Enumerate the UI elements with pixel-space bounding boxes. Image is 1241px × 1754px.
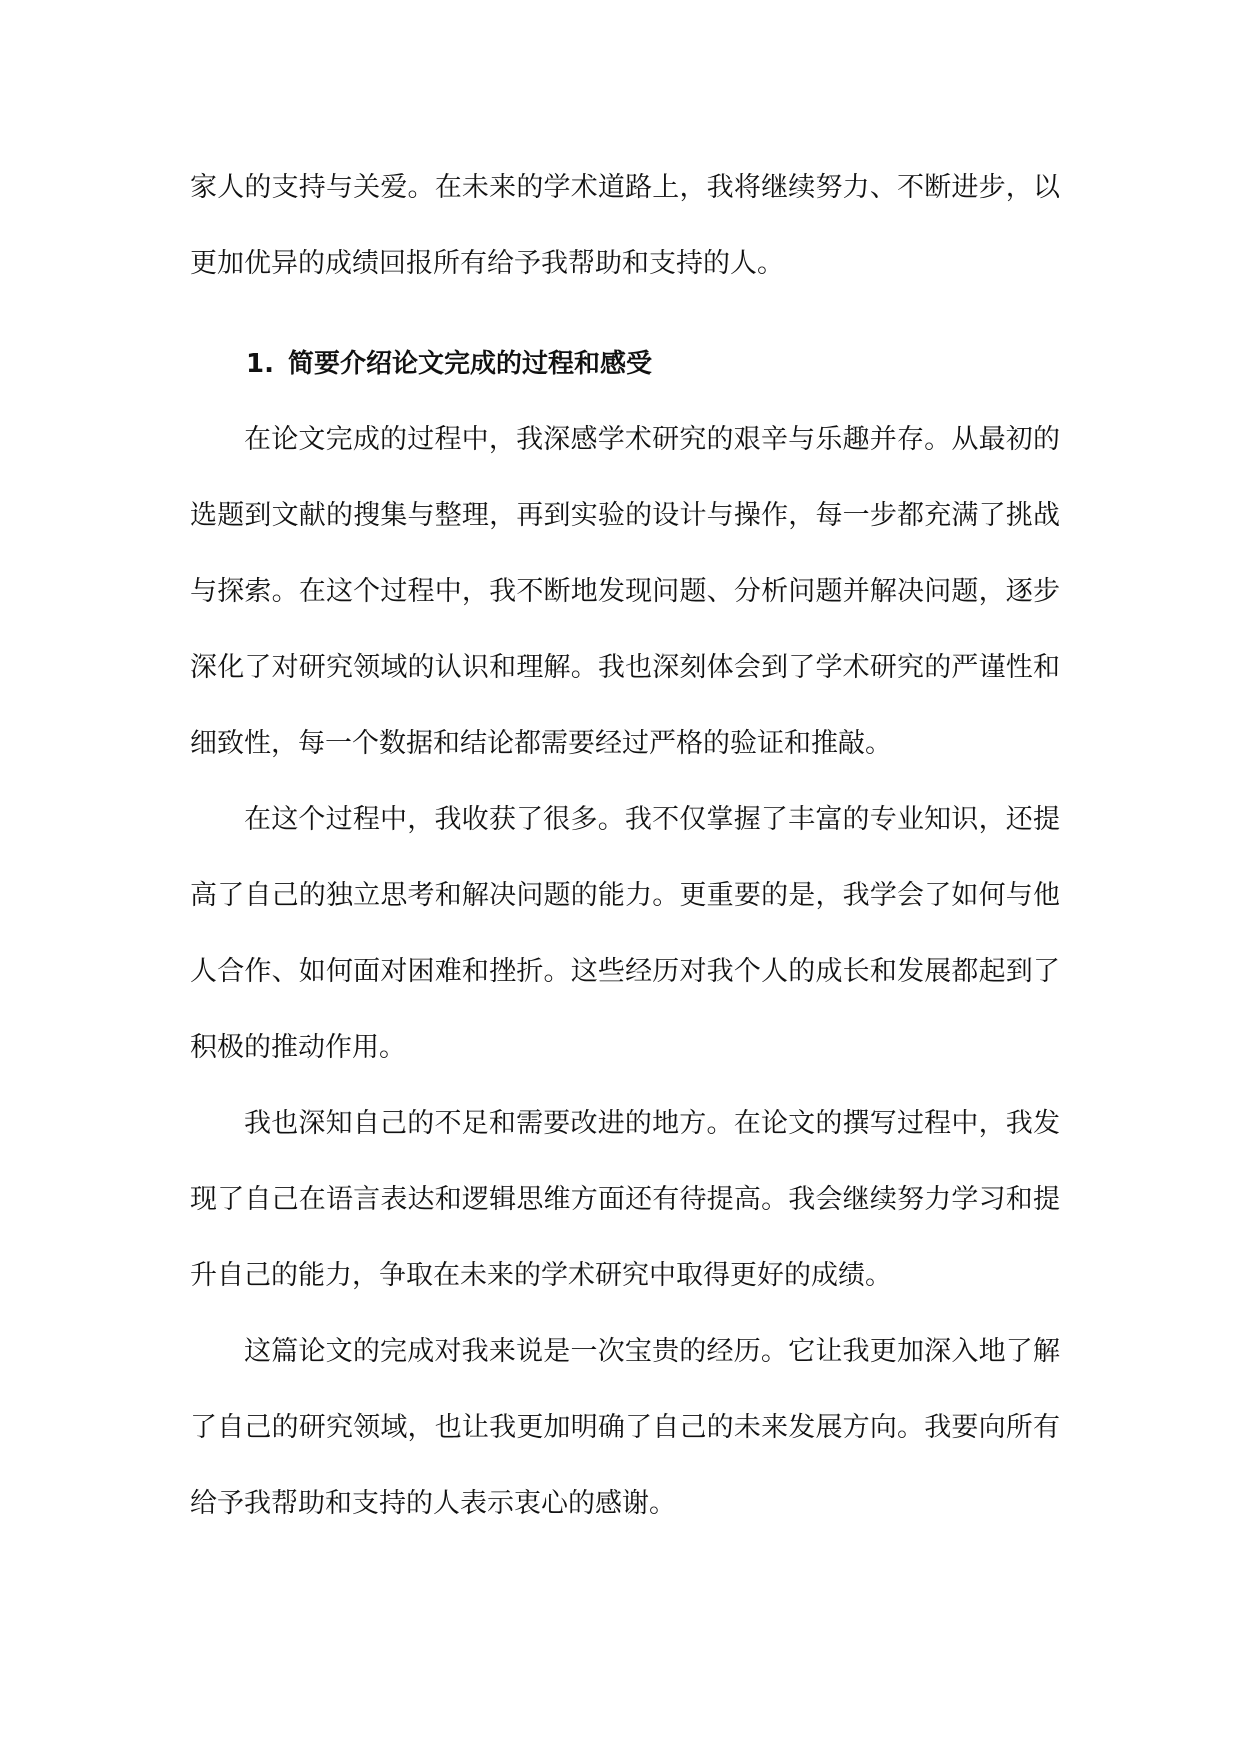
continued-paragraph: 家人的支持与关爱。在未来的学术道路上，我将继续努力、不断进步，以更加优异的成绩回报所有给予我帮助和支持的人。	[190, 172, 1060, 279]
section-title: 简要介绍论文完成的过程和感受	[288, 349, 653, 379]
paragraph-3: 我也深知自己的不足和需要改进的地方。在论文的撰写过程中，我发现了自己在语言表达和逻辑思维方面还有待提高。我会继续努力学习和提升自己的能力，争取在未来的学术研究中取得更好的成绩。	[190, 1108, 1060, 1291]
section-heading	[190, 326, 1060, 402]
section-number: 1.	[246, 349, 274, 379]
paragraph-4: 这篇论文的完成对我来说是一次宝贵的经历。它让我更加深入地了解了自己的研究领域，也让我更加明确了自己的未来发展方向。我要向所有给予我帮助和支持的人表示衷心的感谢。	[190, 1336, 1060, 1519]
page-content	[190, 150, 1060, 1542]
paragraph-1: 在论文完成的过程中，我深感学术研究的艰辛与乐趣并存。从最初的选题到文献的搜集与整理，再到实验的设计与操作，每一步都充满了挑战与探索。在这个过程中，我不断地发现问题、分析问题并解决问题，逐步深化了对研究领域的认识和理解。我也深刻体会到了学术研究的严谨性和细致性，每一个数据和结论都需要经过严格的验证和推敲。	[190, 424, 1060, 759]
paragraph-2: 在这个过程中，我收获了很多。我不仅掌握了丰富的专业知识，还提高了自己的独立思考和解决问题的能力。更重要的是，我学会了如何与他人合作、如何面对困难和挫折。这些经历对我个人的成长和发展都起到了积极的推动作用。	[190, 804, 1060, 1063]
